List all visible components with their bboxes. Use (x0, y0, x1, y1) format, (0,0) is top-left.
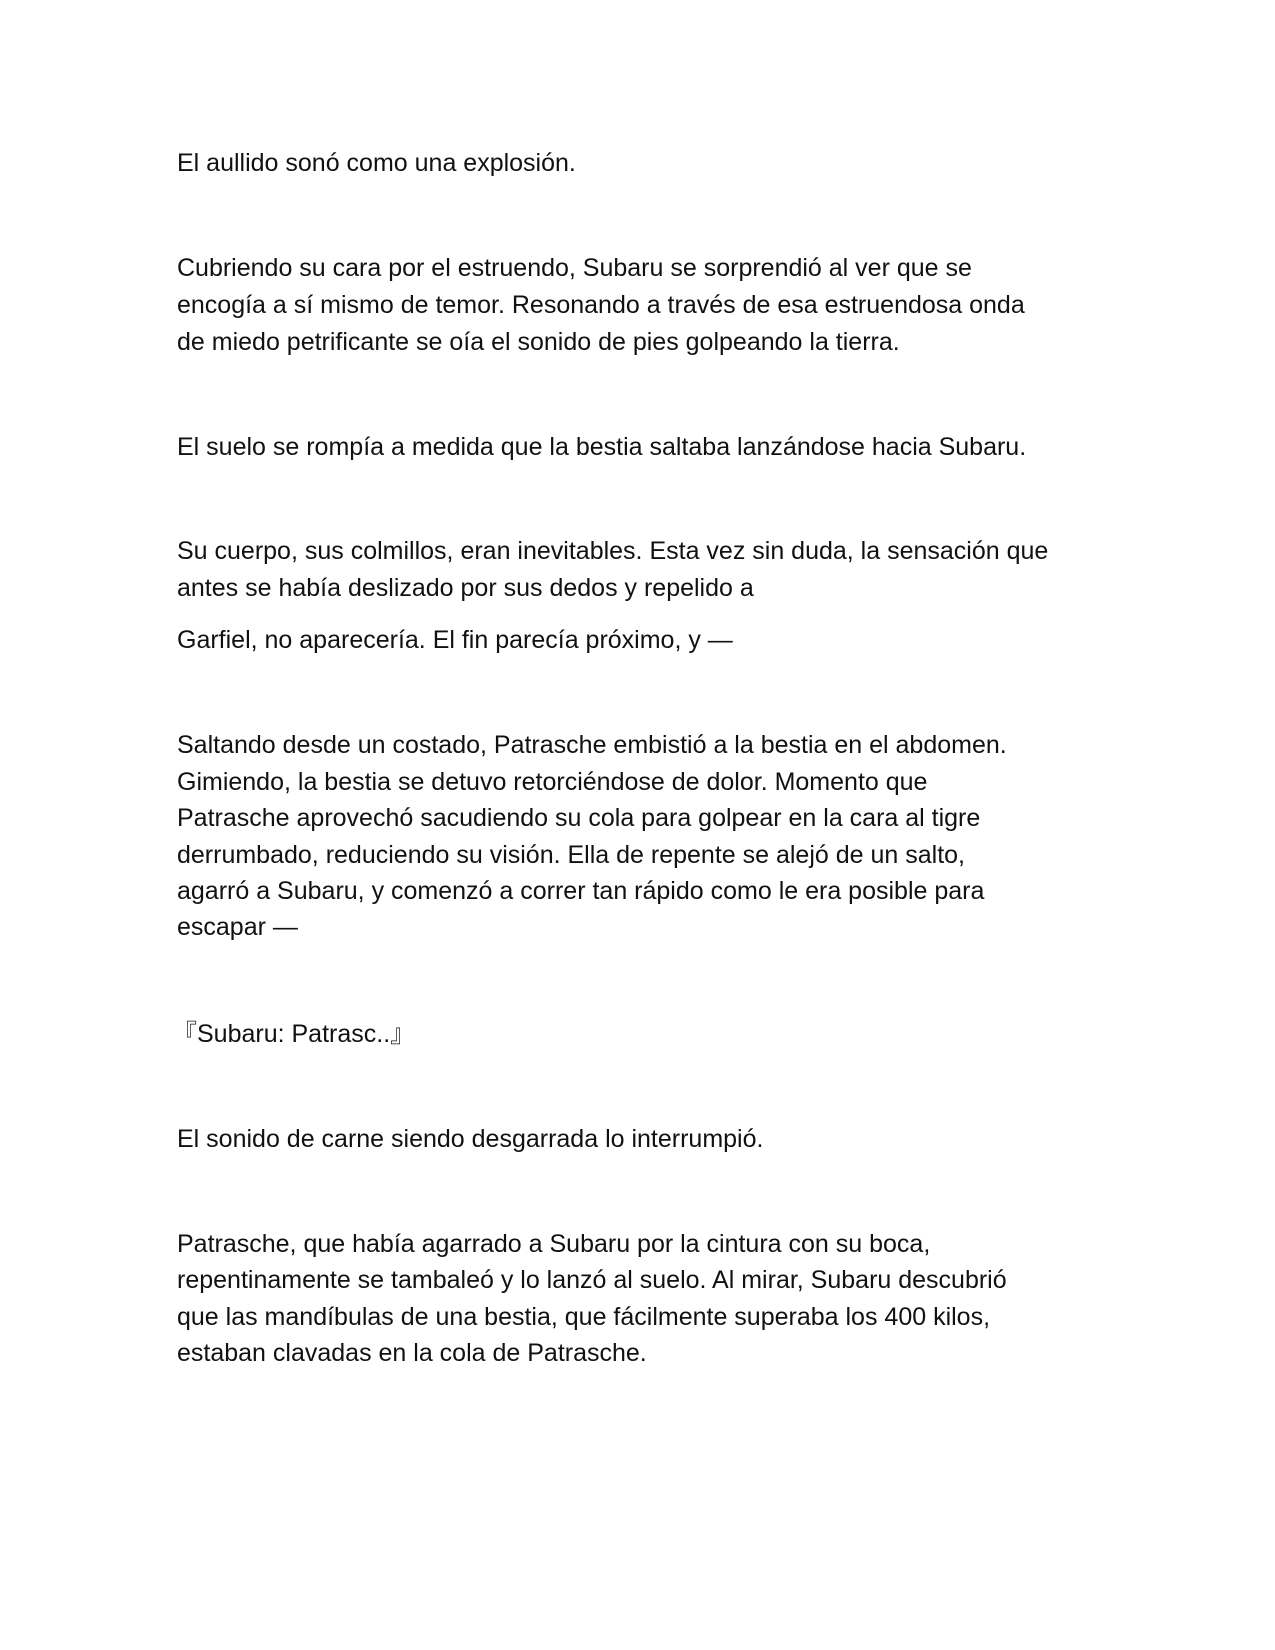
text-line: de miedo petrificante se oía el sonido de pies golpeando la tierra. (177, 328, 900, 356)
text-line: Su cuerpo, sus colmillos, eran inevitables. Esta vez sin duda, la sensación que (177, 537, 1049, 565)
text-line: derrumbado, reduciendo su visión. Ella de repente se alejó de un salto, (177, 841, 966, 869)
text-line: repentinamente se tambaleó y lo lanzó al suelo. Al mirar, Subaru descubrió (177, 1266, 1007, 1294)
text-line: El aullido sonó como una explosión. (177, 149, 576, 177)
text-line: Saltando desde un costado, Patrasche embistió a la bestia en el abdomen. (177, 731, 1007, 759)
text-line: antes se había deslizado por sus dedos y repelido a (177, 574, 754, 602)
dialogue-line: 『Subaru: Patrasc..』 (172, 1020, 416, 1048)
text-line: Garfiel, no aparecería. El fin parecía próximo, y — (177, 626, 733, 654)
text-line: encogía a sí mismo de temor. Resonando a través de esa estruendosa onda (177, 291, 1025, 319)
text-line: escapar — (177, 913, 298, 941)
text-line: El suelo se rompía a medida que la bestia saltaba lanzándose hacia Subaru. (177, 433, 1027, 461)
text-line: que las mandíbulas de una bestia, que fácilmente superaba los 400 kilos, (177, 1303, 991, 1331)
text-line: estaban clavadas en la cola de Patrasche. (177, 1339, 647, 1367)
text-line: Patrasche aprovechó sacudiendo su cola para golpear en la cara al tigre (177, 804, 981, 832)
text-line: agarró a Subaru, y comenzó a correr tan rápido como le era posible para (177, 877, 985, 905)
text-line: El sonido de carne siendo desgarrada lo interrumpió. (177, 1125, 764, 1153)
text-line: Cubriendo su cara por el estruendo, Subaru se sorprendió al ver que se (177, 254, 972, 282)
text-line: Patrasche, que había agarrado a Subaru por la cintura con su boca, (177, 1230, 931, 1258)
text-line: Gimiendo, la bestia se detuvo retorciéndose de dolor. Momento que (177, 768, 928, 796)
